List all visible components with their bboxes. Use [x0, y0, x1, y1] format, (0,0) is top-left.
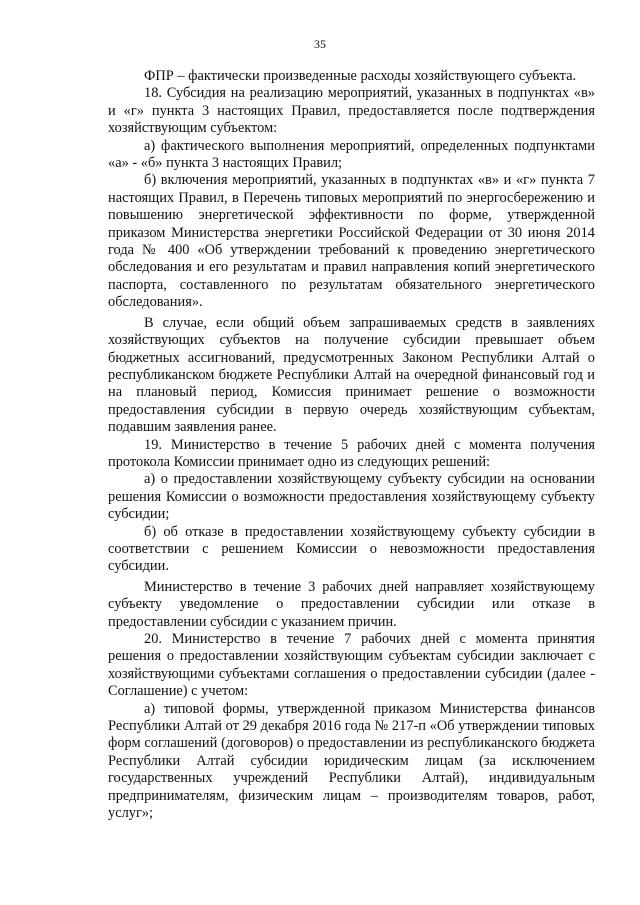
paragraph: ФПР – фактически произведенные расходы хозяйствующего субъекта. — [144, 68, 577, 84]
paragraph: 18. Субсидия на реализацию мероприятий, указанных в подпунктах «в» и «г» пункта 3 настоящих Правил, предоставляется после подтверждения хозяйствующим субъектом: — [108, 85, 595, 137]
page-number: 35 — [314, 37, 326, 51]
paragraph: Министерство в течение 3 рабочих дней направляет хозяйствующему субъекту уведомление о предоставлении субсидии или отказе в предоставлении субсидии с указанием причин. — [108, 578, 595, 630]
paragraph: б) включения мероприятий, указанных в подпунктах «в» и «г» пункта 7 настоящих Правил, в Перечень типовых мероприятий по энергосбережению и повышению энергетической эффективности по форме, утвержденной приказом Министерства энергетики Российской Федерации от 30 июня 2014 года № 400 «Об утверждении требований к проведению энергетического обследования и его результатам и правил направления копий энергетического паспорта, составленного по результатам обязательного энергетического обследования». — [108, 172, 595, 311]
paragraph: а) фактического выполнения мероприятий, определенных подпунктами «а» - «б» пункта 3 настоящих Правил; — [108, 137, 595, 172]
paragraph: 19. Министерство в течение 5 рабочих дней с момента получения протокола Комиссии принимает одно из следующих решений: — [108, 436, 595, 470]
paragraph: б) об отказе в предоставлении хозяйствующему субъекту субсидии в соответствии с решением Комиссии о невозможности предоставления субсидии. — [108, 523, 595, 575]
paragraph: а) типовой формы, утвержденной приказом Министерства финансов Республики Алтай от 29 декабря 2016 года № 217-п «Об утверждении типовых форм соглашений (договоров) о предоставлении из республиканского бюджета Республики Алтай субсидии юридическим лицам (за исключением государственных учреждений Республики Алтай), индивидуальным предпринимателям, физическим лицам – производителям товаров, работ, услуг»; — [108, 700, 595, 822]
paragraph: В случае, если общий объем запрашиваемых средств в заявлениях хозяйствующих субъектов на получение субсидии превышает объем бюджетных ассигнований, предусмотренных Законом Республики Алтай о республиканском бюджете Республики Алтай на очередной финансовый год и на плановый период, Комиссия принимает решение о возможности предоставления субсидии в первую очередь хозяйствующим субъектам, подавшим заявления ранее. — [108, 314, 595, 436]
document-body — [108, 68, 595, 822]
paragraph: а) о предоставлении хозяйствующему субъекту субсидии на основании решения Комиссии о возможности предоставления хозяйствующему субъекту субсидии; — [108, 471, 595, 523]
paragraph: 20. Министерство в течение 7 рабочих дней с момента принятия решения о предоставлении хозяйствующим субъектам субсидии заключает с хозяйствующими субъектами соглашения о предоставлении субсидии (далее - Соглашение) с учетом: — [108, 631, 595, 700]
